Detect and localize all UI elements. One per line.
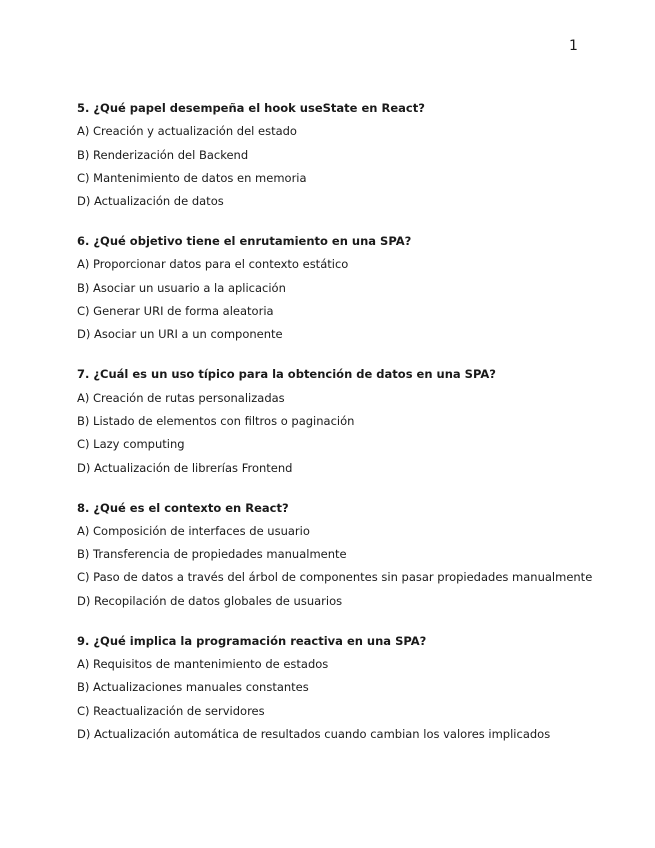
- option-c: C) Generar URI de forma aleatoria: [77, 304, 274, 319]
- question-title: 8. ¿Qué es el contexto en React?: [77, 500, 289, 515]
- option-c: C) Mantenimiento de datos en memoria: [77, 170, 307, 185]
- question-list: [77, 100, 637, 766]
- option-b: B) Listado de elementos con filtros o paginación: [77, 413, 355, 428]
- option-d: D) Asociar un URI a un componente: [77, 327, 283, 342]
- option-a: A) Creación y actualización del estado: [77, 124, 297, 139]
- question-title: 9. ¿Qué implica la programación reactiva en una SPA?: [77, 633, 427, 648]
- option-d: D) Actualización automática de resultados cuando cambian los valores implicados: [77, 726, 551, 741]
- option-b: B) Transferencia de propiedades manualmente: [77, 547, 347, 562]
- page-number: 1: [569, 38, 578, 54]
- option-c: C) Lazy computing: [77, 437, 185, 452]
- option-b: B) Asociar un usuario a la aplicación: [77, 280, 286, 295]
- option-d: D) Actualización de datos: [77, 194, 224, 209]
- option-a: A) Composición de interfaces de usuario: [77, 523, 310, 538]
- question-title: 5. ¿Qué papel desempeña el hook useState en React?: [77, 101, 425, 115]
- question-title: 7. ¿Cuál es un uso típico para la obtención de datos en una SPA?: [77, 367, 496, 382]
- question-9: [77, 633, 637, 742]
- option-d: D) Actualización de librerías Frontend: [77, 460, 293, 475]
- option-a: A) Requisitos de mantenimiento de estados: [77, 657, 329, 672]
- question-title: 6. ¿Qué objetivo tiene el enrutamiento en una SPA?: [77, 234, 412, 249]
- question-5: [77, 100, 637, 209]
- option-c: C) Reactualización de servidores: [77, 703, 265, 718]
- option-a: A) Creación de rutas personalizadas: [77, 390, 285, 405]
- option-a: A) Proporcionar datos para el contexto estático: [77, 257, 349, 272]
- question-7: [77, 366, 637, 475]
- question-6: [77, 233, 637, 342]
- option-b: B) Renderización del Backend: [77, 147, 249, 162]
- option-c: C) Paso de datos a través del árbol de componentes sin pasar propiedades manualmente: [77, 570, 593, 585]
- option-b: B) Actualizaciones manuales constantes: [77, 680, 309, 695]
- question-8: [77, 500, 637, 609]
- option-d: D) Recopilación de datos globales de usuarios: [77, 593, 343, 608]
